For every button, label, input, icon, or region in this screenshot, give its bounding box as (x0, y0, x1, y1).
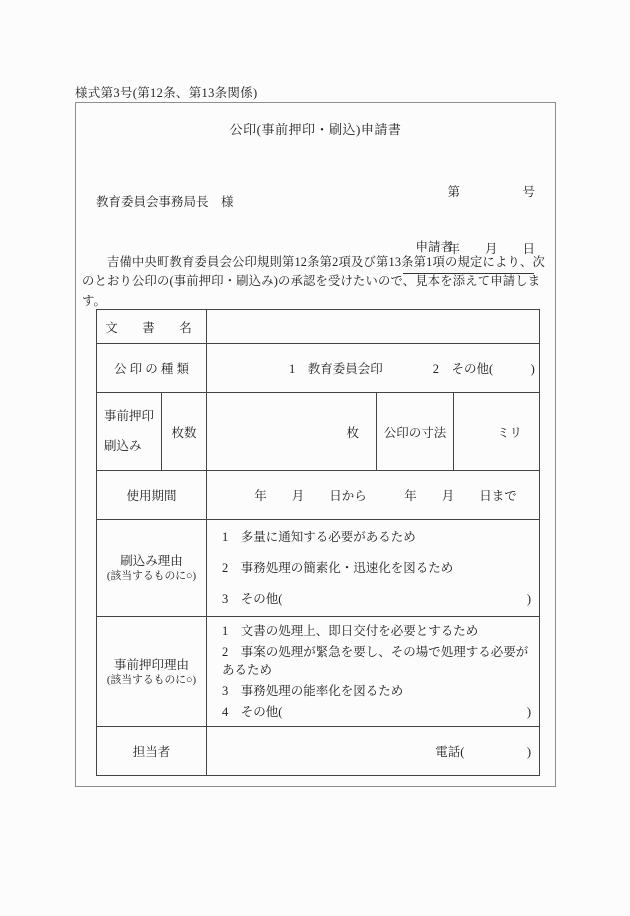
body-paragraph: 吉備中央町教育委員会公印規則第12条第2項及び第13条第1項の規定により、次のとおり公印の(事前押印・刷込み)の承認を受けたいので、見本を添えて申請します。 (82, 255, 545, 308)
document-name-label-cell (97, 310, 207, 344)
insert-reason-item-3 (222, 590, 531, 608)
sheet-count-unit: 枚 (346, 425, 360, 440)
insert-reason-item-1: 1 多量に通知する必要があるため (222, 530, 416, 544)
stamp-reason-item-4-close-paren: ) (526, 705, 532, 719)
document-name-label: 文 書 名 (105, 320, 198, 335)
insert-reason-item-3-text: 3 その他( (222, 592, 283, 606)
advance-stamp-label-line1: 事前押印 (104, 409, 155, 423)
insert-reason-label-note: (該当するものに○) (106, 570, 197, 582)
seal-size-label-cell (377, 393, 454, 471)
document-name-value-cell (207, 310, 540, 344)
seal-type-label-cell (97, 344, 207, 393)
advance-stamp-row (97, 393, 540, 471)
stamp-reason-label-cell (97, 617, 207, 727)
staff-phone-label: 電話( ) (435, 745, 532, 759)
application-table (96, 309, 540, 776)
insert-reason-value-cell (207, 520, 540, 617)
stamp-reason-label: 事前押印理由 (114, 657, 190, 672)
document-name-row (97, 310, 540, 344)
document-title: 公印(事前押印・刷込)申請書 (229, 122, 402, 137)
seal-type-value-cell (207, 344, 540, 393)
stamp-reason-item-1: 1 文書の処理上、即日交付を必要とするため (222, 624, 479, 638)
staff-label-cell (97, 727, 207, 776)
staff-row (97, 727, 540, 776)
insert-reason-item-2: 2 事務処理の簡素化・迅速化を図るため (222, 561, 454, 575)
advance-stamp-label-cell (97, 393, 162, 471)
insert-reason-label-cell (97, 520, 207, 617)
sheet-count-label-cell (162, 393, 207, 471)
seal-type-label: 公 印 の 種 類 (114, 362, 190, 376)
applicant-label: 申請者 (415, 240, 454, 254)
usage-period-label-cell (97, 471, 207, 520)
stamp-reason-label-note: (該当するものに○) (106, 673, 197, 686)
insert-reason-row (97, 520, 540, 617)
staff-value-cell (207, 727, 540, 776)
document-number-line: 第 号 (447, 185, 535, 199)
form-number-heading: 様式第3号(第12条、第13条関係) (75, 86, 258, 100)
form-border (75, 102, 556, 787)
stamp-reason-row (97, 617, 540, 727)
insert-reason-item-3-close-paren: ) (526, 592, 532, 606)
sheet-count-value-cell (207, 393, 377, 471)
addressee-line: 教育委員会事務局長 様 (96, 195, 234, 209)
advance-stamp-label-line2: 刷込み (104, 439, 142, 453)
stamp-reason-value-cell (207, 617, 540, 727)
staff-label: 担当者 (132, 745, 171, 759)
usage-period-value: 年 月 日から 年 月 日まで (254, 489, 517, 503)
stamp-reason-item-3: 3 事務処理の能率化を図るため (222, 684, 404, 698)
stamp-reason-item-2: 2 事案の処理が緊急を要し、その場で処理する必要があるため (222, 645, 529, 677)
sheet-count-label: 枚数 (171, 425, 197, 440)
usage-period-label: 使用期間 (126, 489, 177, 503)
seal-size-value-cell (454, 393, 540, 471)
stamp-reason-item-4 (222, 703, 531, 721)
insert-reason-label: 刷込み理由 (120, 554, 183, 568)
seal-type-options: 1 教育委員会印 2 その他( ) (289, 362, 535, 376)
usage-period-row (97, 471, 540, 520)
stamp-reason-item-4-text: 4 その他( (222, 705, 283, 719)
usage-period-value-cell (207, 471, 540, 520)
seal-type-row (97, 344, 540, 393)
seal-size-label: 公印の寸法 (383, 425, 447, 440)
document-date-line: 年 月 日 (447, 242, 535, 256)
seal-size-unit: ミリ (497, 425, 523, 440)
